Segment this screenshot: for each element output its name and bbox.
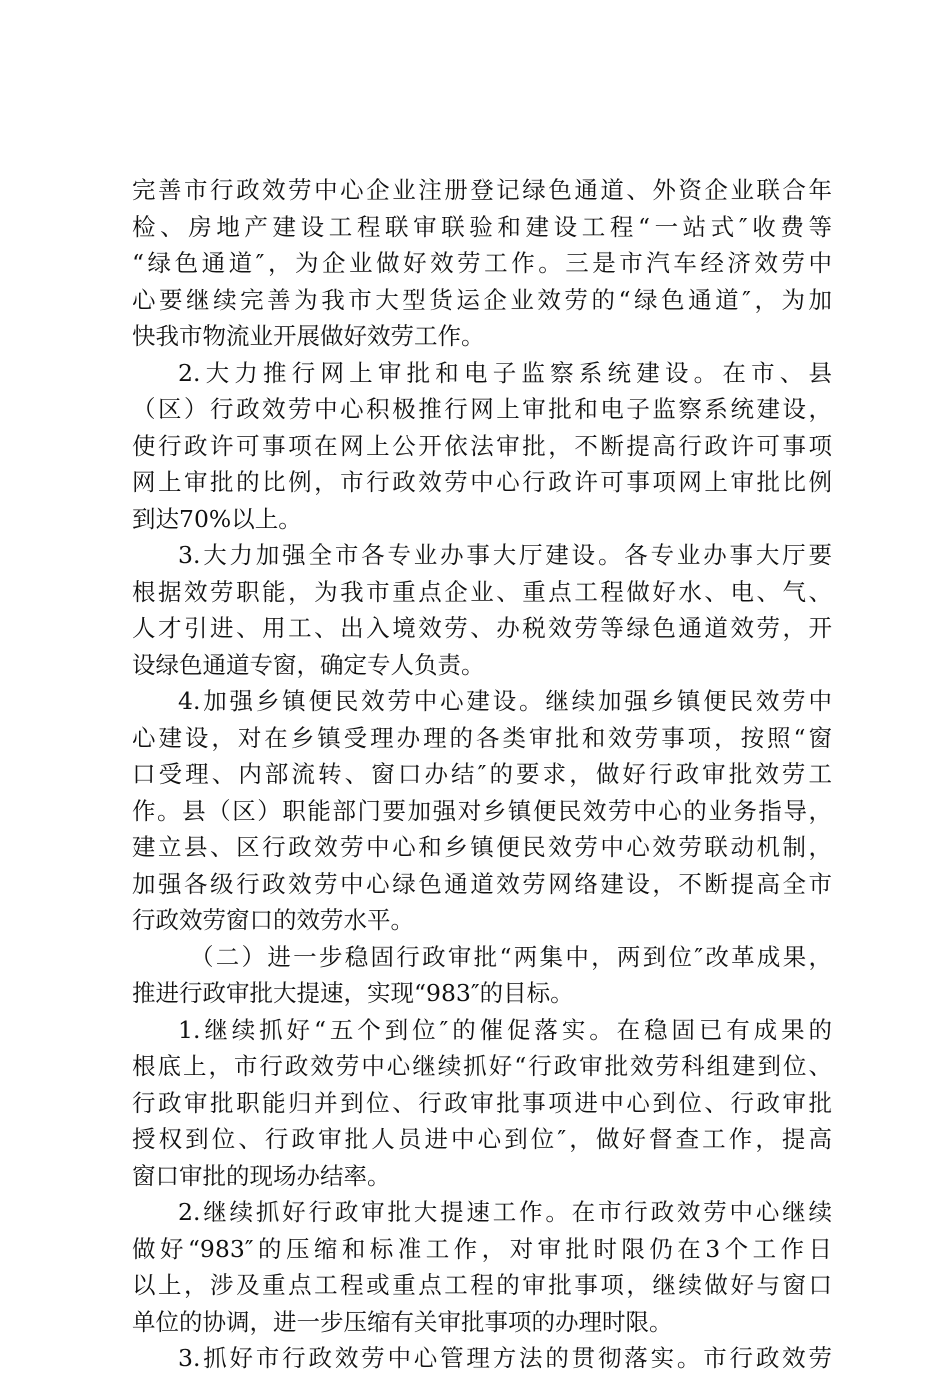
text-line: 快我市物流业开展做好效劳工作。 — [132, 322, 485, 350]
paragraph-heading: 2.继续抓好行政审批大提速工作。在市行政效劳中心继续 — [178, 1198, 832, 1226]
text-line: （区）行政效劳中心积极推行网上审批和电子监察系统建设， — [132, 395, 832, 423]
section-heading: （二）进一步稳固行政审批“两集中，两到位″改革成果， — [190, 942, 832, 971]
text-line: 做好“983″的压缩和标准工作，对审批时限仍在3个工作日 — [132, 1234, 832, 1263]
text-line: 单位的协调，进一步压缩有关审批事项的办理时限。 — [132, 1307, 673, 1336]
text-line: 网上审批的比例，市行政效劳中心行政许可事项网上审批比例 — [132, 468, 832, 496]
text-line: 根底上，市行政效劳中心继续抓好“行政审批效劳科组建到位、 — [132, 1052, 832, 1080]
text-line: 建立县、区行政效劳中心和乡镇便民效劳中心效劳联动机制， — [132, 833, 832, 861]
paragraph-heading: 3.大力加强全市各专业办事大厅建设。各专业办事大厅要 — [178, 541, 832, 569]
text-line: 检、房地产建设工程联审联验和建设工程“一站式″收费等 — [132, 212, 832, 241]
paragraph-heading: 1.继续抓好“五个到位″的催促落实。在稳固已有成果的 — [178, 1015, 832, 1044]
document-body — [132, 172, 832, 1377]
text-line: 授权到位、行政审批人员进中心到位″，做好督查工作，提高 — [132, 1125, 832, 1153]
text-line: 心要继续完善为我市大型货运企业效劳的“绿色通道″，为加 — [132, 285, 832, 314]
text-line: 以上，涉及重点工程或重点工程的审批事项，继续做好与窗口 — [132, 1271, 832, 1299]
text-line: 到达70%以上。 — [132, 504, 302, 533]
text-line: 设绿色通道专窗，确定专人负责。 — [132, 650, 485, 679]
text-line: 行政效劳窗口的效劳水平。 — [132, 906, 414, 934]
text-line: 完善市行政效劳中心企业注册登记绿色通道、外资企业联合年 — [132, 176, 832, 204]
text-line: 推进行政审批大提速，实现“983″的目标。 — [132, 979, 574, 1007]
paragraph-heading: 3.抓好市行政效劳中心管理方法的贯彻落实。市行政效劳 — [178, 1344, 832, 1372]
text-line: 窗口审批的现场办结率。 — [132, 1161, 391, 1190]
paragraph-heading: 4.加强乡镇便民效劳中心建设。继续加强乡镇便民效劳中 — [178, 687, 832, 715]
text-line: 行政审批职能归并到位、行政审批事项进中心到位、行政审批 — [132, 1088, 832, 1117]
paragraph-heading: 2.大力推行网上审批和电子监察系统建设。在市、县 — [178, 358, 832, 387]
text-line: 口受理、内部流转、窗口办结″的要求，做好行政审批效劳工 — [132, 760, 832, 788]
text-line: 加强各级行政效劳中心绿色通道效劳网络建设，不断提高全市 — [132, 869, 832, 898]
text-line: 人才引进、用工、出入境效劳、办税效劳等绿色通道效劳，开 — [132, 614, 832, 642]
text-line: 心建设，对在乡镇受理办理的各类审批和效劳事项，按照“窗 — [132, 723, 832, 752]
text-line: 使行政许可事项在网上公开依法审批，不断提高行政许可事项 — [132, 431, 832, 460]
text-line: 作。县（区）职能部门要加强对乡镇便民效劳中心的业务指导， — [132, 796, 832, 825]
text-line: “绿色通道″，为企业做好效劳工作。三是市汽车经济效劳中 — [132, 249, 832, 277]
text-line: 根据效劳职能，为我市重点企业、重点工程做好水、电、气、 — [132, 577, 832, 606]
